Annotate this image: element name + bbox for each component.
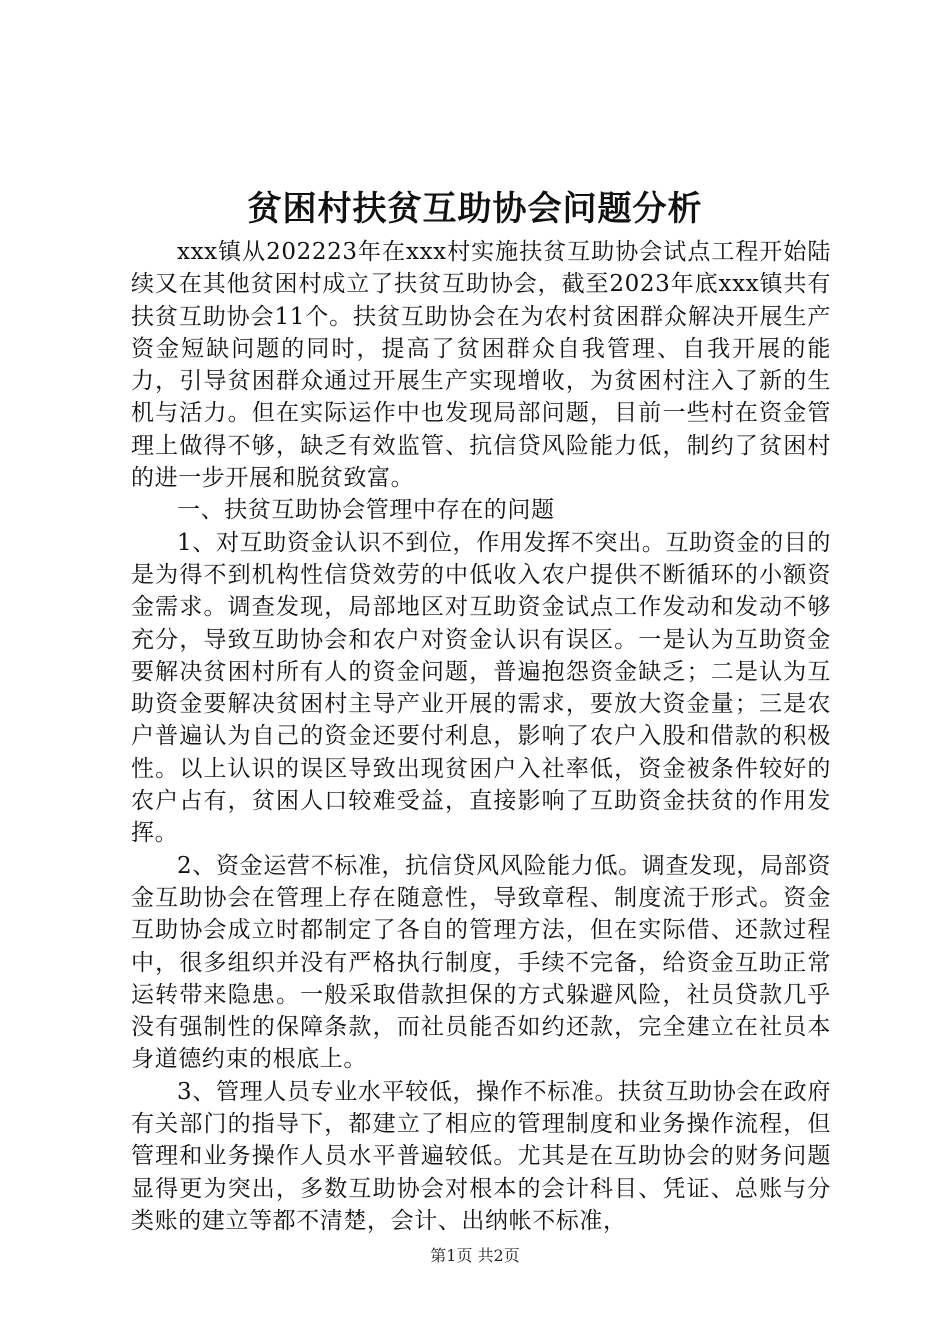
page-footer: 第1页 共2页: [430, 1246, 520, 1265]
document-body: [131, 236, 831, 1237]
intro-paragraph: xxx镇从202223年在xxx村实施扶贫互助协会试点工程开始陆续又在其他贫困村成立了扶贫互助协会，截至2023年底xxx镇共有扶贫互助协会11个。扶贫互助协会在为农村贫困群众解决开展生产资金短缺问题的同时，提高了贫困群众自我管理、自我开展的能力，引导贫困群众通过开展生产实现增收，为贫困村注入了新的生机与活力。但在实际运作中也发现局部问题，目前一些村在资金管理上做得不够，缺乏有效监管、抗信贷风险能力低，制约了贫困村的进一步开展和脱贫致富。: [131, 239, 831, 492]
section-heading: 一、扶贫互助协会管理中存在的问题: [177, 497, 555, 524]
issue-paragraph-2: 2、资金运营不标准，抗信贷风风险能力低。调查发现，局部资金互助协会在管理上存在随意性，导致章程、制度流于形式。资金互助协会成立时都制定了各自的管理方法，但在实际借、还款过程中，很多组织并没有严格执行制度，手续不完备，给资金互助正常运转带来隐患。一般采取借款担保的方式躲避风险，社员贷款几乎没有强制性的保障条款，而社员能否如约还款，完全建立在社员本身道德约束的根底上。: [131, 852, 831, 1073]
issue-paragraph-3: 3、管理人员专业水平较低，操作不标准。扶贫互助协会在政府有关部门的指导下，都建立了相应的管理制度和业务操作流程，但管理和业务操作人员水平普遍较低。尤其是在互助协会的财务问题显得更为突出，多数互助协会对根本的会计科目、凭证、总账与分类账的建立等都不清楚，会计、出纳帐不标准，: [131, 1078, 831, 1234]
document-title: 贫困村扶贫互助协会问题分析: [247, 189, 703, 229]
issue-paragraph-1: 1、对互助资金认识不到位，作用发挥不突出。互助资金的目的是为得不到机构性信贷效劳的中低收入农户提供不断循环的小额资金需求。调查发现，局部地区对互助资金试点工作发动和发动不够充分，导致互助协会和农户对资金认识有误区。一是认为互助资金要解决贫困村所有人的资金问题，普遍抱怨资金缺乏；二是认为互助资金要解决贫困村主导产业开展的需求，要放大资金量；三是农户普遍认为自己的资金还要付利息，影响了农户入股和借款的积极性。以上认识的误区导致出现贫困户入社率低，资金被条件较好的农户占有，贫困人口较难受益，直接影响了互助资金扶贫的作用发挥。: [131, 529, 831, 847]
